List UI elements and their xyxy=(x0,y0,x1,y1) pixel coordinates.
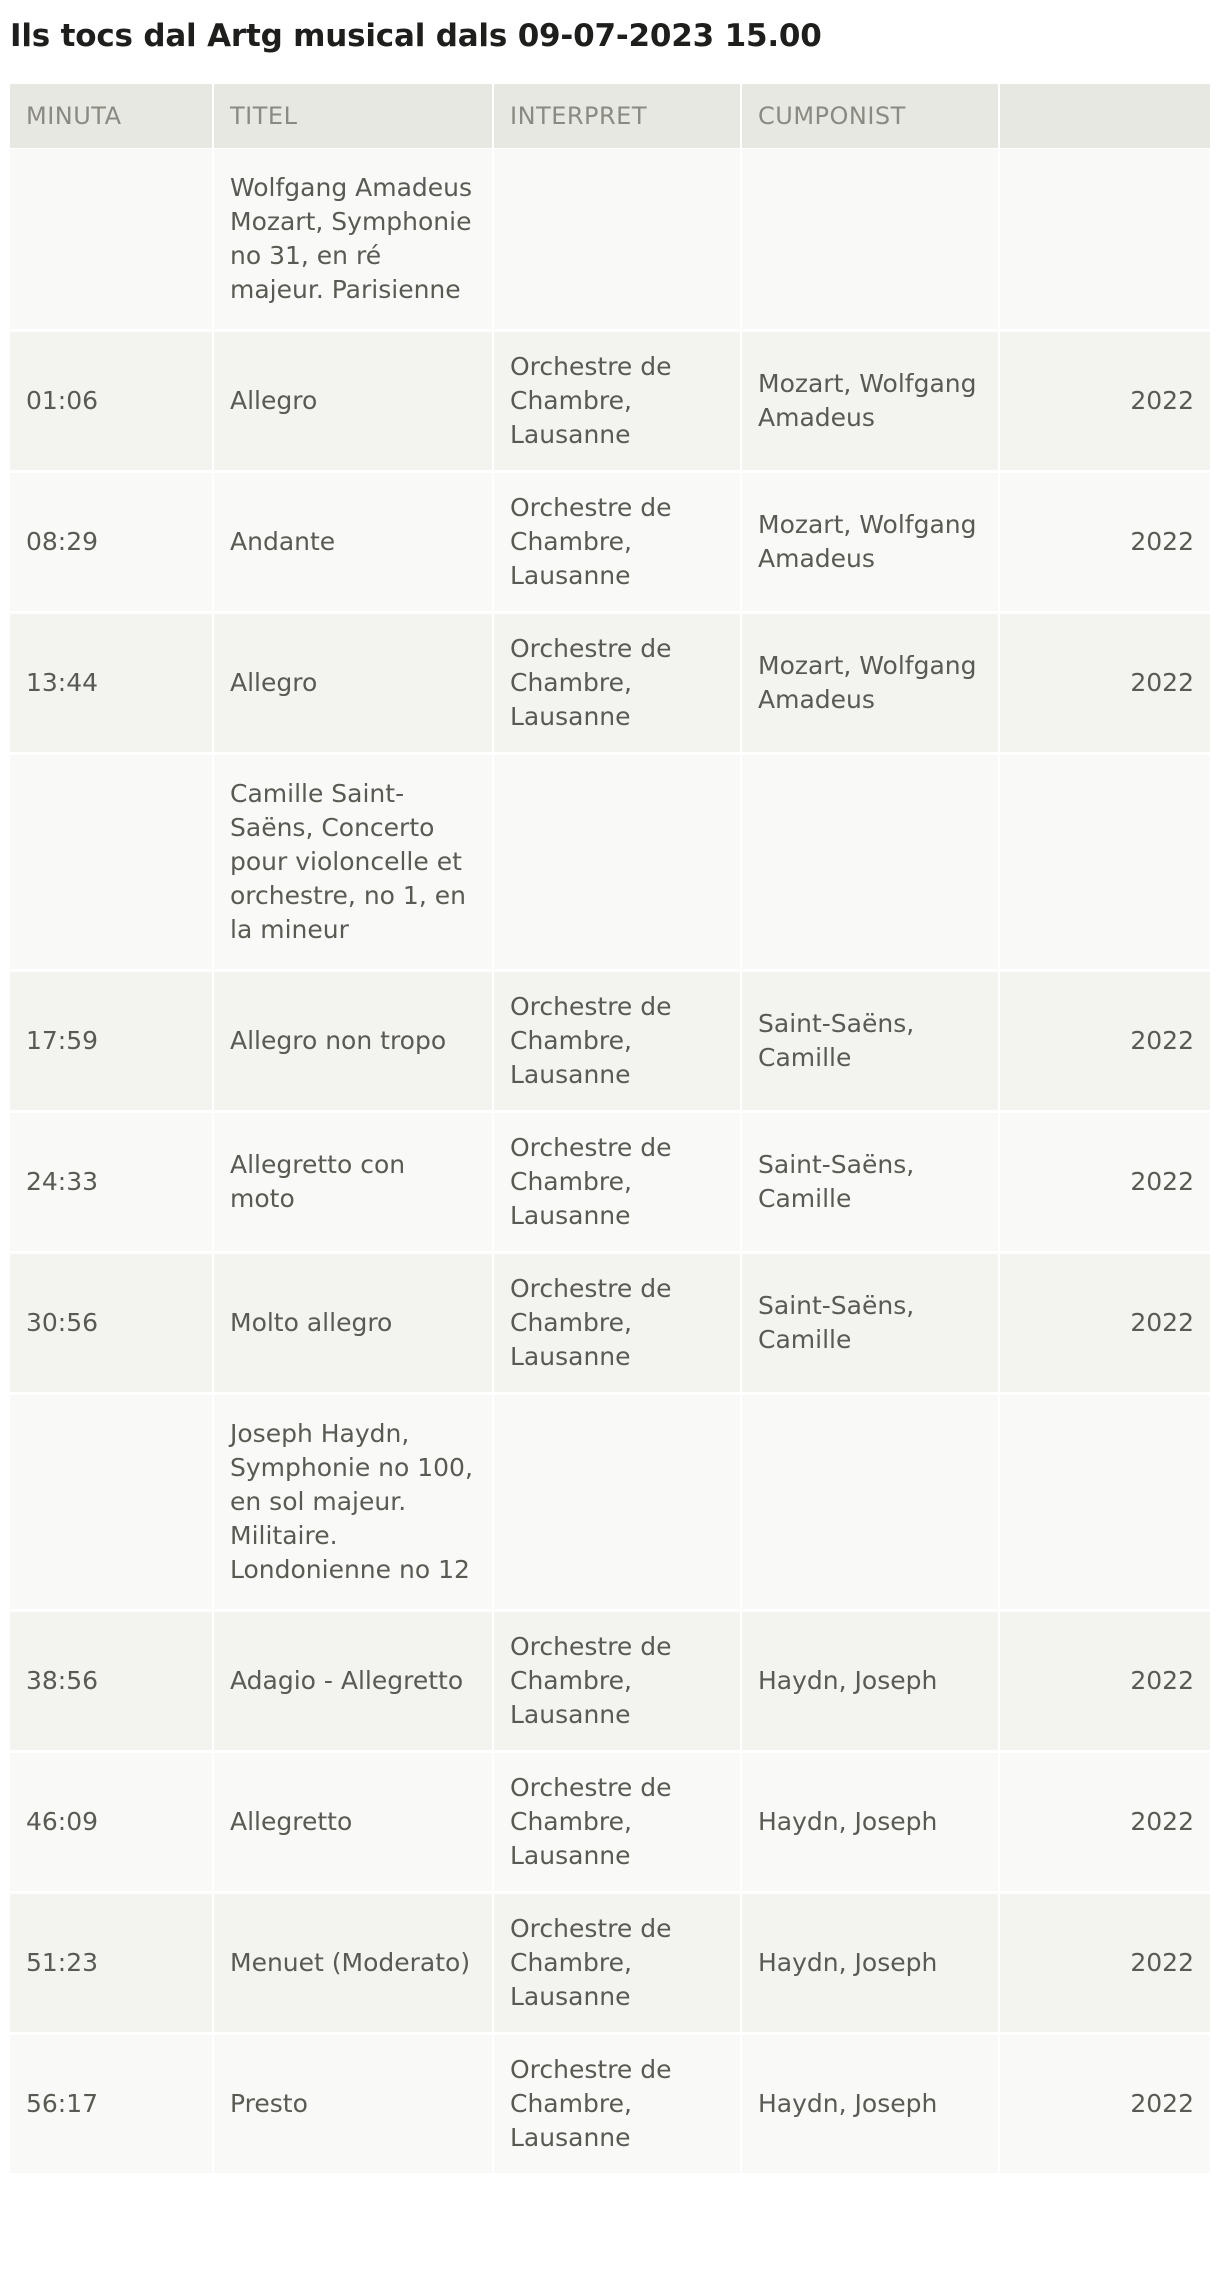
cell-title: Molto allegro xyxy=(214,1254,494,1395)
cell-title: Menuet (Moderato) xyxy=(214,1894,494,2035)
cell-composer xyxy=(742,1395,1000,1612)
table-row-work-heading xyxy=(10,149,1210,332)
cell-minute: 30:56 xyxy=(10,1254,214,1395)
column-header-title: TITEL xyxy=(214,84,494,149)
cell-performer: Orchestre de Chambre, Lausanne xyxy=(494,1612,742,1753)
cell-performer: Orchestre de Chambre, Lausanne xyxy=(494,614,742,755)
table-row xyxy=(10,473,1210,614)
page-title: Ils tocs dal Artg musical dals 09-07-2023 15.00 xyxy=(10,18,822,54)
cell-year: 2022 xyxy=(1000,614,1210,755)
cell-composer: Haydn, Joseph xyxy=(742,2035,1000,2176)
column-header-minute: MINUTA xyxy=(10,84,214,149)
cell-performer: Orchestre de Chambre, Lausanne xyxy=(494,1753,742,1894)
table-row xyxy=(10,2035,1210,2176)
cell-year xyxy=(1000,1395,1210,1612)
cell-title: Andante xyxy=(214,473,494,614)
table-row xyxy=(10,1753,1210,1894)
cell-minute xyxy=(10,149,214,332)
cell-title: Allegretto xyxy=(214,1753,494,1894)
column-header-year xyxy=(1000,84,1210,149)
table-row xyxy=(10,1894,1210,2035)
cell-minute: 08:29 xyxy=(10,473,214,614)
cell-minute xyxy=(10,1395,214,1612)
cell-year xyxy=(1000,149,1210,332)
cell-composer xyxy=(742,149,1000,332)
cell-year: 2022 xyxy=(1000,1254,1210,1395)
cell-composer: Haydn, Joseph xyxy=(742,1753,1000,1894)
table-body xyxy=(10,149,1210,2176)
cell-year: 2022 xyxy=(1000,1113,1210,1254)
table-row xyxy=(10,1612,1210,1753)
cell-performer: Orchestre de Chambre, Lausanne xyxy=(494,1113,742,1254)
cell-composer: Saint-Saëns, Camille xyxy=(742,972,1000,1113)
cell-minute: 17:59 xyxy=(10,972,214,1113)
cell-year: 2022 xyxy=(1000,332,1210,473)
cell-composer: Saint-Saëns, Camille xyxy=(742,1254,1000,1395)
cell-minute: 51:23 xyxy=(10,1894,214,2035)
cell-composer: Mozart, Wolfgang Amadeus xyxy=(742,614,1000,755)
cell-title: Camille Saint-Saëns, Concerto pour violoncelle et orchestre, no 1, en la mineur xyxy=(214,755,494,972)
cell-year: 2022 xyxy=(1000,473,1210,614)
cell-performer: Orchestre de Chambre, Lausanne xyxy=(494,1254,742,1395)
cell-composer: Mozart, Wolfgang Amadeus xyxy=(742,473,1000,614)
cell-performer xyxy=(494,755,742,972)
cell-performer xyxy=(494,1395,742,1612)
cell-composer: Mozart, Wolfgang Amadeus xyxy=(742,332,1000,473)
cell-title: Wolfgang Amadeus Mozart, Symphonie no 31, en ré majeur. Parisienne xyxy=(214,149,494,332)
cell-performer: Orchestre de Chambre, Lausanne xyxy=(494,2035,742,2176)
cell-title: Allegro xyxy=(214,614,494,755)
cell-title: Presto xyxy=(214,2035,494,2176)
table-row-work-heading xyxy=(10,1395,1210,1612)
cell-composer: Haydn, Joseph xyxy=(742,1894,1000,2035)
cell-year: 2022 xyxy=(1000,1612,1210,1753)
cell-composer: Saint-Saëns, Camille xyxy=(742,1113,1000,1254)
table-header-row xyxy=(10,84,1210,149)
cell-minute: 24:33 xyxy=(10,1113,214,1254)
cell-performer xyxy=(494,149,742,332)
column-header-composer: CUMPONIST xyxy=(742,84,1000,149)
cell-year: 2022 xyxy=(1000,2035,1210,2176)
cell-performer: Orchestre de Chambre, Lausanne xyxy=(494,332,742,473)
cell-minute: 13:44 xyxy=(10,614,214,755)
cell-year: 2022 xyxy=(1000,972,1210,1113)
cell-title: Adagio - Allegretto xyxy=(214,1612,494,1753)
cell-title: Allegro xyxy=(214,332,494,473)
cell-minute: 46:09 xyxy=(10,1753,214,1894)
cell-composer: Haydn, Joseph xyxy=(742,1612,1000,1753)
cell-minute: 01:06 xyxy=(10,332,214,473)
cell-performer: Orchestre de Chambre, Lausanne xyxy=(494,473,742,614)
cell-title: Allegro non tropo xyxy=(214,972,494,1113)
column-header-performer: INTERPRET xyxy=(494,84,742,149)
cell-performer: Orchestre de Chambre, Lausanne xyxy=(494,972,742,1113)
table-row xyxy=(10,614,1210,755)
table-row-work-heading xyxy=(10,755,1210,972)
cell-title: Joseph Haydn, Symphonie no 100, en sol majeur. Militaire. Londonienne no 12 xyxy=(214,1395,494,1612)
cell-minute: 38:56 xyxy=(10,1612,214,1753)
cell-year: 2022 xyxy=(1000,1753,1210,1894)
cell-year xyxy=(1000,755,1210,972)
cell-minute: 56:17 xyxy=(10,2035,214,2176)
cell-minute xyxy=(10,755,214,972)
cell-year: 2022 xyxy=(1000,1894,1210,2035)
playlist-table xyxy=(10,84,1210,2176)
table-row xyxy=(10,972,1210,1113)
cell-composer xyxy=(742,755,1000,972)
cell-performer: Orchestre de Chambre, Lausanne xyxy=(494,1894,742,2035)
cell-title: Allegretto con moto xyxy=(214,1113,494,1254)
table-row xyxy=(10,332,1210,473)
table-row xyxy=(10,1113,1210,1254)
table-row xyxy=(10,1254,1210,1395)
